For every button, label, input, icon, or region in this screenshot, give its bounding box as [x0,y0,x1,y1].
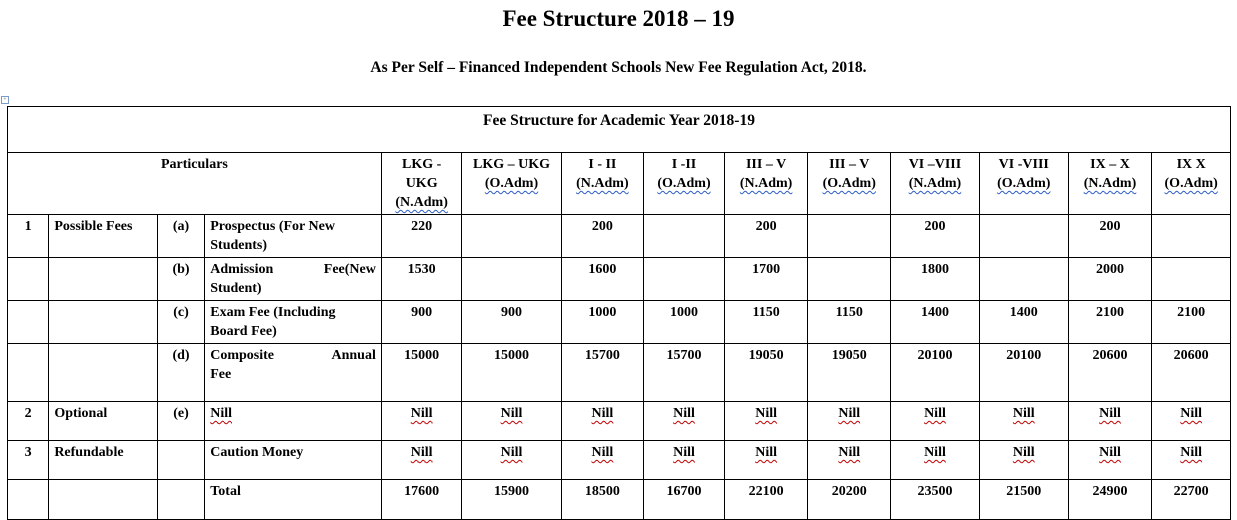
fee-cell: 15700 [561,344,644,402]
total-cell: 16700 [644,480,725,520]
fee-value: Nill [1099,445,1121,460]
table-row [8,441,1231,480]
row-code [157,441,205,480]
column-header [808,153,891,215]
fee-cell: 1150 [724,301,808,344]
fee-cell: 1530 [381,258,462,301]
row-number [8,301,49,344]
fee-cell: 19050 [724,344,808,402]
fee-value: Nill [1012,406,1035,421]
fee-cell [462,402,561,441]
column-header [979,153,1068,215]
table-row [8,301,1231,344]
column-header-line: (O.Adm) [657,176,711,191]
fee-cell: 19050 [808,344,891,402]
table-row [8,215,1231,258]
column-header-line: (O.Adm) [997,176,1051,191]
row-code: (d) [157,344,205,402]
row-code: (c) [157,301,205,344]
fee-cell: 1400 [891,301,980,344]
row-category [49,344,157,402]
total-cell: 23500 [891,480,980,520]
fee-value: Nill [500,406,523,421]
column-header-line: IX – X [1090,157,1130,172]
total-cell: 24900 [1068,480,1152,520]
row-description [205,258,382,301]
particulars-header: Particulars [8,153,382,215]
fee-cell [724,441,808,480]
fee-cell [561,402,644,441]
row-category: Possible Fees [49,215,157,258]
fee-value: Nill [591,406,614,421]
fee-cell [381,402,462,441]
total-cell: 20200 [808,480,891,520]
fee-cell [462,215,561,258]
column-header-line: VI –VIII [908,157,962,172]
column-header-line: (O.Adm) [1164,176,1218,191]
row-category [49,301,157,344]
column-header-line: LKG - [402,157,442,172]
fee-cell: 15700 [644,344,725,402]
fee-value: Nill [838,406,861,421]
column-header-line: UKG [405,176,438,191]
fee-cell: 220 [381,215,462,258]
description-line: Student) [210,281,262,296]
fee-cell: 1600 [561,258,644,301]
row-category: Optional [49,402,157,441]
fee-value: Nill [755,445,777,460]
fee-cell [462,441,561,480]
fee-value: Nill [410,445,433,460]
fee-value: Nill [924,445,946,460]
fee-cell: 1150 [808,301,891,344]
total-cell: 15900 [462,480,561,520]
row-description [205,402,382,441]
table-row [8,258,1231,301]
fee-cell: 2100 [1068,301,1152,344]
fee-cell: 2100 [1152,301,1231,344]
row-number [8,344,49,402]
fee-cell: 15000 [462,344,561,402]
fee-cell [979,258,1068,301]
column-header-line: (N.Adm) [576,176,629,191]
fee-cell [561,441,644,480]
column-header-line: I -II [671,157,697,172]
fee-cell: 200 [561,215,644,258]
table-row [8,344,1231,402]
fee-cell [644,258,725,301]
fee-cell: 15000 [381,344,462,402]
column-header-line: (N.Adm) [739,176,793,191]
description-word: Admission [210,262,274,277]
column-header [462,153,561,215]
fee-cell [1152,215,1231,258]
column-header-line: IX X [1176,157,1206,172]
total-label: Total [205,480,382,520]
fee-cell [462,258,561,301]
description-line: Board Fee) [210,324,277,339]
column-header [1152,153,1231,215]
table-caption: Fee Structure for Academic Year 2018-19 [8,107,1231,153]
column-header [1068,153,1152,215]
column-header-line: (N.Adm) [1083,176,1137,191]
table-header-row [8,153,1231,215]
fee-cell [644,402,725,441]
fee-value: Nill [924,406,946,421]
document-title: Fee Structure 2018 – 19 [502,6,735,31]
fee-cell: 20600 [1152,344,1231,402]
fee-value: Nill [1180,445,1203,460]
row-number: 2 [8,402,49,441]
fee-cell: 1800 [891,258,980,301]
fee-cell [891,441,980,480]
fee-cell [979,441,1068,480]
fee-cell [644,215,725,258]
description-line: Exam Fee (Including [210,305,336,320]
fee-cell [808,441,891,480]
row-category [49,258,157,301]
column-header-line: (O.Adm) [484,176,539,191]
fee-structure-table [7,106,1231,520]
row-description [205,215,382,258]
fee-cell [1152,258,1231,301]
row-description [205,344,382,402]
column-header-line: I - II [588,157,617,172]
fee-cell: 2000 [1068,258,1152,301]
description-line [210,346,376,365]
column-header-line: LKG – UKG [472,157,550,172]
document-subtitle: As Per Self – Financed Independent Schools New Fee Regulation Act, 2018. [370,59,867,76]
fee-cell: 20100 [891,344,980,402]
column-header-line: III – V [829,157,870,172]
row-number: 3 [8,441,49,480]
fee-cell: 200 [724,215,808,258]
table-row [8,402,1231,441]
row-description: Caution Money [205,441,382,480]
column-header [724,153,808,215]
fee-cell [979,215,1068,258]
column-header [644,153,725,215]
description-word: Annual [331,348,376,363]
fee-value: Nill [673,406,695,421]
fee-cell [808,402,891,441]
fee-value: Nill [1180,406,1203,421]
row-code: (b) [157,258,205,301]
fee-cell: 900 [381,301,462,344]
column-header [561,153,644,215]
fee-value: Nill [500,445,523,460]
row-category: Refundable [49,441,157,480]
fee-cell [644,441,725,480]
fee-cell [808,215,891,258]
row-number [8,480,49,520]
fee-cell: 200 [1068,215,1152,258]
fee-cell: 1000 [644,301,725,344]
column-header-line: (O.Adm) [822,176,876,191]
fee-cell: 1000 [561,301,644,344]
row-code: (e) [157,402,205,441]
column-header [381,153,462,215]
row-description [205,301,382,344]
total-cell: 21500 [979,480,1068,520]
fee-cell: 1700 [724,258,808,301]
total-cell: 22100 [724,480,808,520]
row-code [157,480,205,520]
fee-cell [1152,402,1231,441]
fee-cell [1068,441,1152,480]
row-number [8,258,49,301]
fee-cell [1068,402,1152,441]
column-header-line: (N.Adm) [395,195,448,210]
description-line [210,260,376,279]
table-caption-row [8,107,1231,153]
column-header-line: III – V [745,157,787,172]
fee-cell: 20600 [1068,344,1152,402]
fee-value: Nill [1012,445,1035,460]
total-cell: 18500 [561,480,644,520]
fee-value: Nill [591,445,614,460]
fee-value: Nill [410,406,433,421]
row-number: 1 [8,215,49,258]
fee-cell [891,402,980,441]
description-word: Composite [210,348,275,363]
row-code: (a) [157,215,205,258]
column-header [891,153,980,215]
description-line: Students) [210,238,268,253]
fee-cell: 20100 [979,344,1068,402]
column-header-line: (N.Adm) [908,176,962,191]
fee-cell [979,402,1068,441]
description-line: Fee [210,367,232,382]
description-word: Fee(New [323,262,376,277]
description-line: Prospectus (For New [210,219,335,234]
total-cell: 22700 [1152,480,1231,520]
total-cell: 17600 [381,480,462,520]
total-row [8,480,1231,520]
fee-value: Nill [1099,406,1121,421]
fee-value: Nill [838,445,861,460]
fee-cell [724,402,808,441]
fee-value: Nill [673,445,695,460]
fee-cell [808,258,891,301]
fee-value: Nill [755,406,777,421]
table-move-handle-icon[interactable]: + [1,96,9,104]
fee-cell: 200 [891,215,980,258]
fee-cell [381,441,462,480]
description-text: Nill [210,406,233,421]
column-header-line: VI -VIII [998,157,1049,172]
row-category [49,480,157,520]
fee-cell [1152,441,1231,480]
fee-cell: 1400 [979,301,1068,344]
fee-cell: 900 [462,301,561,344]
